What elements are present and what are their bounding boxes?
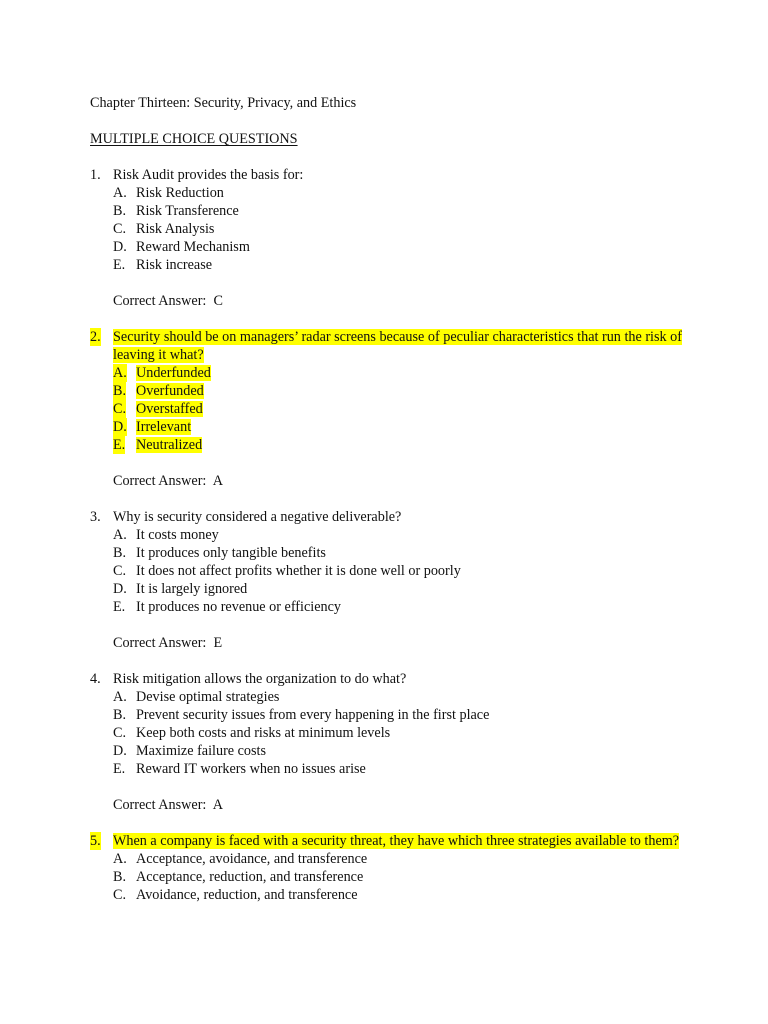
option-a: A. Acceptance, avoidance, and transference <box>113 851 368 867</box>
question-3 <box>90 508 690 652</box>
question-number: 5. <box>90 833 101 849</box>
option-e: E. Risk increase <box>113 257 213 273</box>
question-number: 1. <box>90 167 101 183</box>
option-c: C. Avoidance, reduction, and transference <box>113 887 358 903</box>
option-list <box>113 850 690 904</box>
correct-answer: Correct Answer: C <box>113 293 223 309</box>
option-c: C. Overstaffed <box>113 401 203 417</box>
option-b: B. Overfunded <box>113 383 204 399</box>
question-5 <box>90 832 690 904</box>
question-number: 4. <box>90 671 101 687</box>
correct-answer: Correct Answer: A <box>113 473 223 489</box>
option-c: C. Keep both costs and risks at minimum levels <box>113 725 391 741</box>
option-b: B. Acceptance, reduction, and transference <box>113 869 364 885</box>
option-e: E. Reward IT workers when no issues arise <box>113 761 366 777</box>
correct-answer: Correct Answer: E <box>113 635 223 651</box>
question-text: Risk Audit provides the basis for: <box>113 167 304 183</box>
question-text: Risk mitigation allows the organization to do what? <box>113 671 407 687</box>
option-d: D. Irrelevant <box>113 419 192 435</box>
question-2 <box>90 328 690 490</box>
option-a: A. Risk Reduction <box>113 185 224 201</box>
option-e: E. It produces no revenue or efficiency <box>113 599 341 615</box>
question-1 <box>90 166 690 310</box>
option-d: D. It is largely ignored <box>113 581 248 597</box>
option-b: B. It produces only tangible benefits <box>113 545 326 561</box>
option-a: A. Underfunded <box>113 365 211 381</box>
option-list <box>113 526 690 616</box>
option-b: B. Risk Transference <box>113 203 239 219</box>
option-b: B. Prevent security issues from every happening in the first place <box>113 707 490 723</box>
option-c: C. Risk Analysis <box>113 221 215 237</box>
option-c: C. It does not affect profits whether it is done well or poorly <box>113 563 461 579</box>
question-number: 2. <box>90 329 101 345</box>
document-page <box>90 94 690 904</box>
question-text: Security should be on managers’ radar screens because of peculiar characteristics that run the risk of leaving it what? <box>113 329 682 363</box>
option-list <box>113 688 690 778</box>
question-text: Why is security considered a negative deliverable? <box>113 509 402 525</box>
option-a: A. It costs money <box>113 527 219 543</box>
chapter-title: Chapter Thirteen: Security, Privacy, and Ethics <box>90 95 357 111</box>
section-title-text: MULTIPLE CHOICE QUESTIONS <box>90 131 298 147</box>
option-a: A. Devise optimal strategies <box>113 689 280 705</box>
correct-answer: Correct Answer: A <box>113 797 223 813</box>
question-number: 3. <box>90 509 101 525</box>
question-4 <box>90 670 690 814</box>
section-title <box>90 130 690 148</box>
option-e: E. Neutralized <box>113 437 203 453</box>
option-list <box>113 184 690 274</box>
option-d: D. Reward Mechanism <box>113 239 250 255</box>
option-d: D. Maximize failure costs <box>113 743 267 759</box>
option-list <box>113 364 690 454</box>
question-text: When a company is faced with a security threat, they have which three strategies available to them? <box>113 833 680 849</box>
